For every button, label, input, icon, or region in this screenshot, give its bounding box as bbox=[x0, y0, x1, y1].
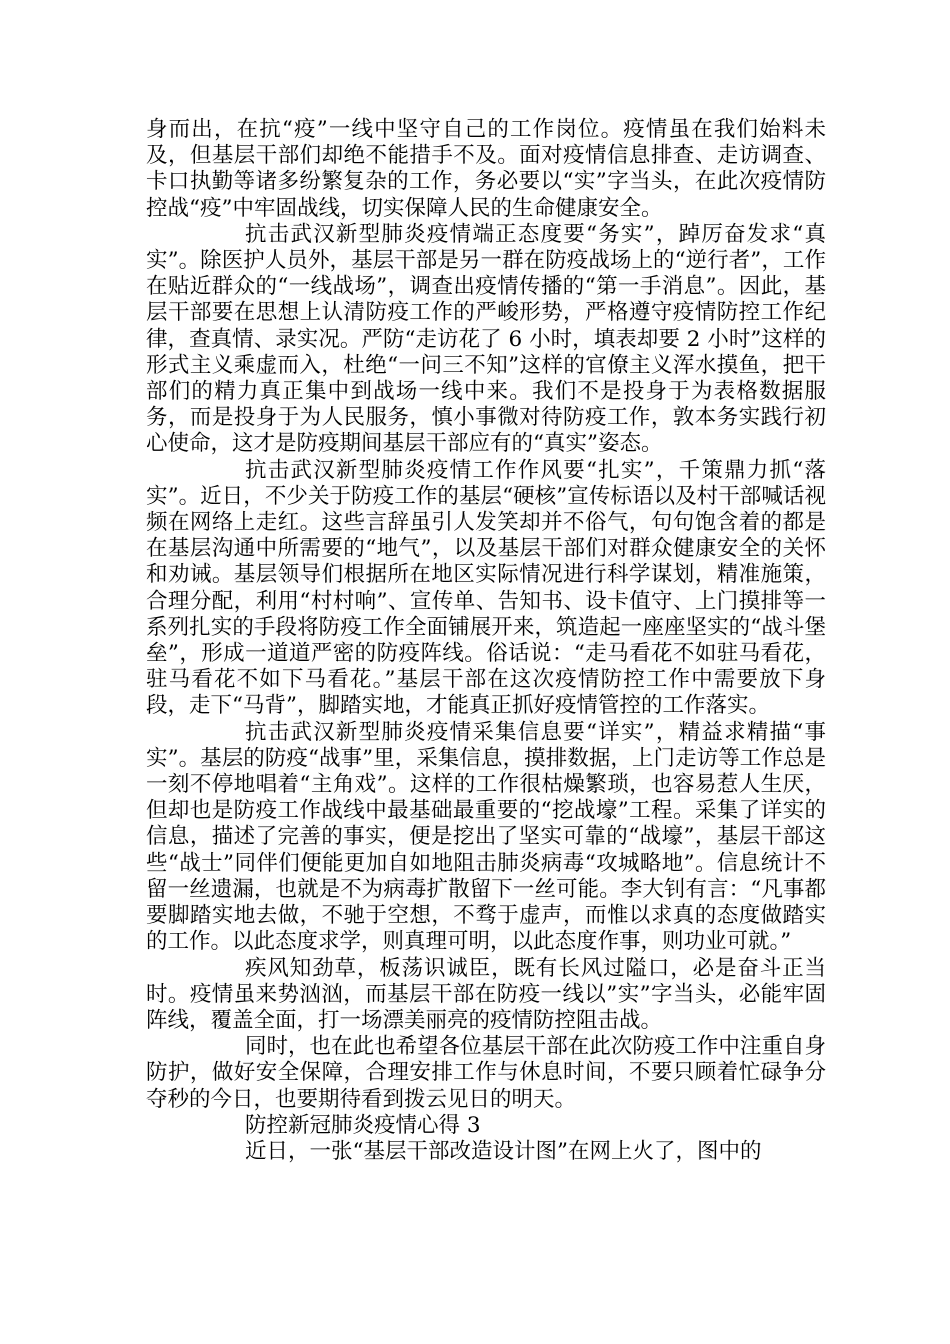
paragraph-attitude: 抗击武汉新型肺炎疫情端正态度要“务实”，踔厉奋发求“真实”。除医护人员外，基层干部是另一群在防疫战场上的“逆行者”，工作在贴近群众的“一线战场”，调查出疫情传播的“第一手消息”。因此，基层干部要在思想上认清防疫工作的严峻形势，严格遵守疫情防控工作纪律，查真情、录实况。严防“走访花了 6 小时，填表却要 2 小时”这样的形式主义乘虚而入，杜绝“一问三不知”这样的官僚主义浑水摸鱼，把干部们的精力真正集中到战场一线中来。我们不是投身于为表格数据服务，而是投身于为人民服务，慎小事微对待防疫工作，敦本务实践行初心使命，这才是防疫期间基层干部应有的“真实”姿态。 bbox=[146, 221, 826, 457]
paragraph-work-style: 抗击武汉新型肺炎疫情工作作风要“扎实”，千策鼎力抓“落实”。近日，不少关于防疫工作的基层“硬核”宣传标语以及村干部喊话视频在网络上走红。这些言辞虽引人发笑却并不俗气，句句饱含着的都是在基层沟通中所需要的“地气”，以及基层干部们对群众健康安全的关怀和劝诫。基层领导们根据所在地区实际情况进行科学谋划，精准施策，合理分配，利用“村村响”、宣传单、告知书、设卡值守、上门摸排等一系列扎实的手段将防疫工作全面铺展开来，筑造起一座座坚实的“战斗堡垒”，形成一道道严密的防疫阵线。俗话说：“走马看花不如驻马看花，驻马看花不如下马看花。”基层干部在这次疫情防控工作中需要放下身段，走下“马背”，脚踏实地，才能真正抓好疫情管控的工作落实。 bbox=[146, 457, 826, 719]
section-title: 防控新冠肺炎疫情心得 3 bbox=[245, 1112, 481, 1138]
paragraph-information: 抗击武汉新型肺炎疫情采集信息要“详实”，精益求精描“事实”。基层的防疫“战事”里，采集信息，摸排数据，上门走访等工作总是一刻不停地唱着“主角戏”。这样的工作很枯燥繁琐，也容易惹人生厌，但却也是防疫工作战线中最基础最重要的“挖战壕”工程。采集了详实的信息，描述了完善的事实，便是挖出了坚实可靠的“战壕”，基层干部这些“战士”同伴们便能更加自如地阻击肺炎病毒“攻城略地”。信息统计不留一丝遗漏，也就是不为病毒扩散留下一丝可能。李大钊有言：“凡事都要脚踏实地去做，不驰于空想，不骛于虚声，而惟以求真的态度做踏实的工作。以此态度求学，则真理可明，以此态度作事，则功业可就。” bbox=[146, 719, 826, 955]
paragraph-continuation: 身而出，在抗“疫”一线中坚守自己的工作岗位。疫情虽在我们始料未及，但基层干部们却绝不能措手不及。面对疫情信息排查、走访调查、卡口执勤等诸多纷繁复杂的工作，务必要以“实”字当头，在此次疫情防控战“疫”中牢固战线，切实保障人民的生命健康安全。 bbox=[146, 117, 826, 221]
body-text bbox=[146, 117, 826, 1165]
paragraph-conclusion: 疾风知劲草，板荡识诚臣，既有长风过隘口，必是奋斗正当时。疫情虽来势汹汹，而基层干部在防疫一线以”实”字当头，必能牢固阵线，覆盖全面，打一场漂美丽亮的疫情防控阻击战。 bbox=[146, 955, 826, 1033]
paragraph-protection: 同时，也在此也希望各位基层干部在此次防疫工作中注重自身防护，做好安全保障，合理安排工作与休息时间，不要只顾着忙碌争分夺秒的今日，也要期待看到拨云见日的明天。 bbox=[146, 1034, 826, 1112]
paragraph-next-section: 近日，一张“基层干部改造设计图”在网上火了，图中的 bbox=[245, 1138, 762, 1164]
